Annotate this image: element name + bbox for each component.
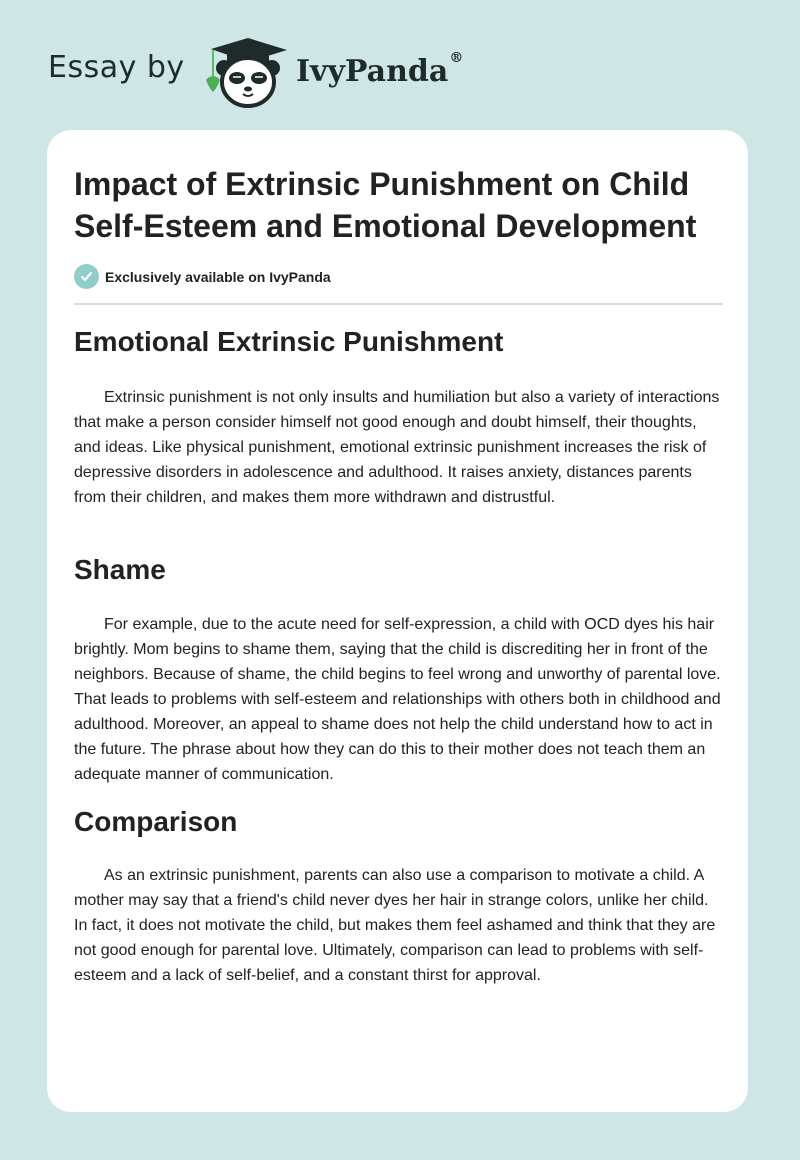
page-title: Impact of Extrinsic Punishment on Child Self-Esteem and Emotional Development — [74, 166, 697, 244]
section-body-emotional: Extrinsic punishment is not only insults and humiliation but also a variety of interactions that make a person consider himself not good enough and doubt himself, their thoughts, and ideas. Like physical punishment, emotional extrinsic punishment increases the risk of depressive disorders in adolescence and adulthood. It raises anxiety, distances parents from their children, and makes them more withdrawn and distrustful. — [74, 389, 720, 506]
section-body-shame: For example, due to the acute need for self-expression, a child with OCD dyes his hair brightly. Mom begins to shame them, saying that the child is discrediting her in front of the neighbors. Because of shame, the child begins to feel wrong and unworthy of parental love. That leads to problems with self-esteem and relationships with others both in childhood and adulthood. Moreover, an appeal to shame does not help the child understand how to act in the future. The phrase about how they can do this to their mother does not teach them an adequate manner of communication. — [74, 616, 721, 783]
essay-card — [47, 130, 748, 1112]
divider — [74, 303, 723, 305]
section-heading-shame: Shame — [74, 554, 166, 585]
brand-name: IvyPanda — [296, 54, 449, 89]
badge-text: Exclusively available on IvyPanda — [105, 268, 331, 285]
site-header — [0, 0, 800, 130]
essay-by-label: Essay by — [48, 50, 185, 85]
registered-mark: ® — [449, 50, 464, 66]
section-heading-comparison: Comparison — [74, 806, 238, 837]
brand-logo-text[interactable] — [296, 50, 464, 89]
panda-graduation-cap-icon[interactable] — [203, 36, 293, 108]
section-heading-emotional: Emotional Extrinsic Punishment — [74, 326, 504, 357]
exclusive-badge — [74, 264, 331, 289]
check-circle-icon — [74, 264, 99, 289]
section-body-comparison: As an extrinsic punishment, parents can also use a comparison to motivate a child. A mother may say that a friend's child never dyes her hair in strange colors, unlike her child. In fact, it does not motivate the child, but makes them feel ashamed and think that they are not good enough for parental love. Ultimately, comparison can lead to problems with self-esteem and a lack of self-belief, and a constant thirst for approval. — [74, 867, 716, 984]
